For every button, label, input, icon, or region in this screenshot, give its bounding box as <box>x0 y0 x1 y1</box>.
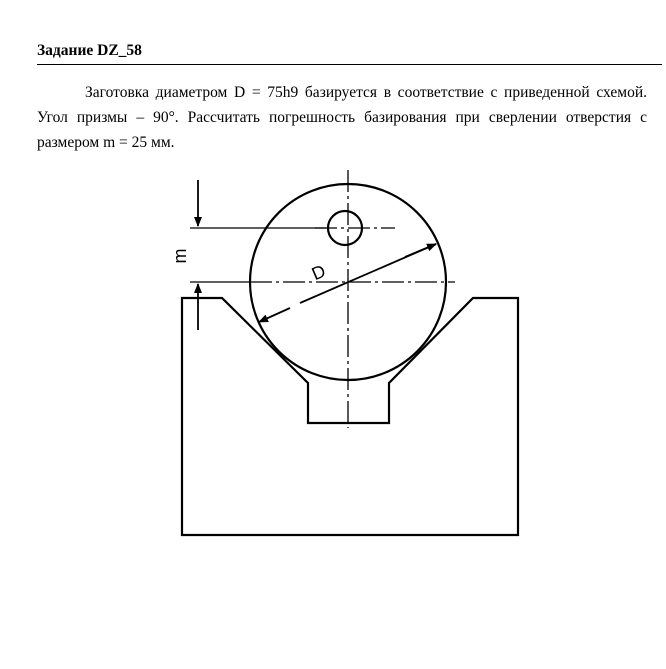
task-description: Заготовка диаметром D = 75h9 базируется в соответствие с приведенной схемой. Угол призмы – 90°. Рассчитать погрешность базирования при сверлении отверстия с размером m = 25 мм. <box>37 84 647 151</box>
v-block-outline <box>182 298 518 535</box>
dimension-d-arrow-right <box>405 244 436 257</box>
dimension-d-label: D <box>308 260 329 285</box>
dimension-d-arrow-left <box>259 308 290 322</box>
task-title: Задание DZ_58 <box>37 42 142 59</box>
dimension-m-label: m <box>170 248 190 264</box>
